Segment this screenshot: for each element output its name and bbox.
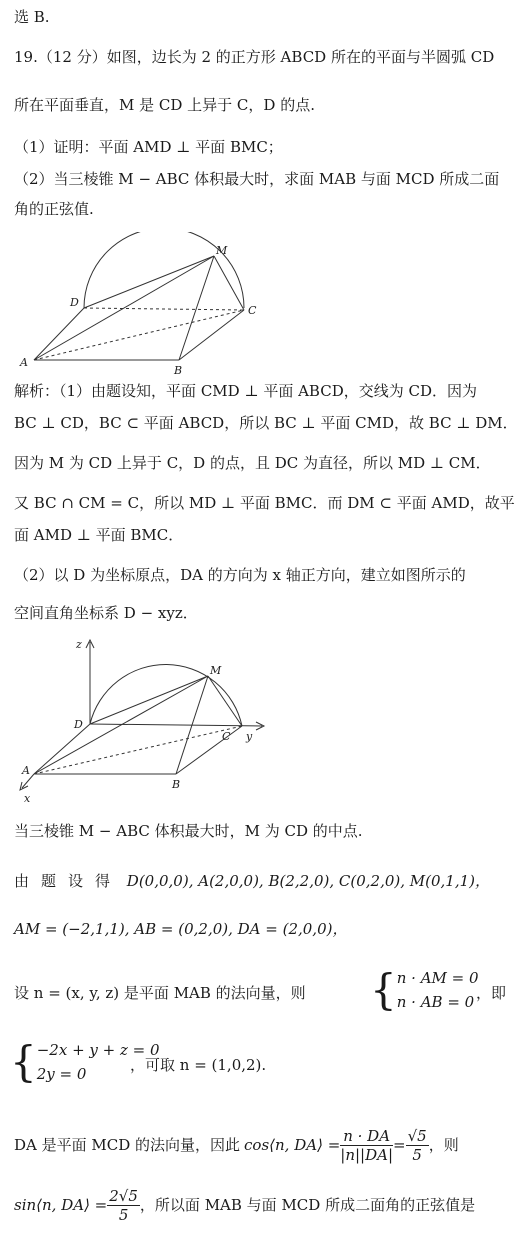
solution-line-4: 又 BC ∩ CM = C，所以 MD ⊥ 平面 BMC．而 DM ⊂ 平面 AMD，故平	[14, 494, 515, 512]
label-D: D	[74, 718, 83, 731]
sine-fraction	[107, 1187, 140, 1224]
solution-line-7: 空间直角坐标系 D − xyz．	[14, 604, 198, 622]
part2-line-1: 当三棱锥 M − ABC 体积最大时，M 为 CD 的中点.	[14, 822, 363, 840]
cosine-fraction	[340, 1127, 393, 1164]
sine-lhs: sin⟨n, DA⟩ =	[14, 1196, 108, 1214]
system-2-eq-1: −2x + y + z = 0	[36, 1041, 160, 1059]
cosine-prefix: DA 是平面 MCD 的法向量，因此	[14, 1136, 241, 1154]
solution-line-3: 因为 M 为 CD 上异于 C，D 的点，且 DC 为直径，所以 MD ⊥ CM．	[14, 454, 491, 472]
sine-suffix: ，所以面 MAB 与面 MCD 所成二面角的正弦值是	[139, 1196, 476, 1214]
system-1-suffix: ，即	[476, 984, 507, 1002]
problem-statement-line-1: 19.（12 分）如图，边长为 2 的正方形 ABCD 所在的平面与半圆弧 CD	[14, 48, 495, 66]
figure-coordinate-system	[14, 632, 274, 807]
cosine-line	[14, 1120, 459, 1170]
part2-line-2	[14, 870, 490, 892]
system-2-eq-2: 2y = 0	[36, 1065, 87, 1083]
cosine-equals: =	[393, 1136, 406, 1154]
label-D: D	[70, 296, 79, 309]
cosine-numerator: n · DA	[340, 1127, 393, 1146]
sine-numerator: 2√5	[109, 1186, 138, 1205]
previous-answer: 选 B.	[14, 8, 50, 26]
solution-line-2: BC ⊥ CD，BC ⊂ 平面 ABCD，所以 BC ⊥ 平面 CMD，故 BC ⊥ DM．	[14, 414, 518, 432]
label-M: M	[216, 244, 228, 257]
label-y: y	[246, 730, 253, 743]
y-axis	[90, 724, 262, 726]
label-M: M	[210, 664, 222, 677]
question-2-line-2: 角的正弦值.	[14, 200, 94, 218]
solution-line-1: 解析：（1）由题设知，平面 CMD ⊥ 平面 ABCD，交线为 CD．因为	[14, 382, 477, 400]
question-1: （1）证明：平面 AMD ⊥ 平面 BMC；	[14, 138, 283, 156]
label-A: A	[22, 764, 30, 777]
cosine-value-numerator: √5	[407, 1126, 427, 1145]
label-C: C	[248, 304, 257, 317]
normal-vector-prefix: 设 n = (x, y, z) 是平面 MAB 的法向量，则	[14, 984, 306, 1002]
system-1-eq-1: n · AM = 0	[396, 969, 479, 987]
system-1	[370, 966, 479, 1014]
vector-values: AM = (−2,1,1), AB = (0,2,0), DA = (2,0,0)，	[14, 920, 348, 938]
label-A: A	[20, 356, 28, 369]
system-1-eq-2: n · AB = 0	[396, 993, 475, 1011]
cosine-lhs: cos⟨n, DA⟩ =	[244, 1136, 341, 1154]
cosine-value-denominator: 5	[412, 1145, 422, 1164]
given-prefix: 由题设得	[14, 872, 123, 890]
label-B: B	[174, 364, 183, 377]
figure-semicircle-square	[14, 232, 274, 382]
sine-line	[14, 1180, 475, 1230]
problem-statement-line-2: 所在平面垂直，M 是 CD 上异于 C，D 的点.	[14, 96, 315, 114]
cosine-suffix: ，则	[428, 1136, 459, 1154]
label-z: z	[76, 638, 82, 651]
question-2-line-1: （2）当三棱锥 M − ABC 体积最大时，求面 MAB 与面 MCD 所成二面	[14, 170, 500, 188]
system-2-suffix: ，可取 n = (1,0,2).	[130, 1056, 267, 1074]
solution-line-6: （2）以 D 为坐标原点，DA 的方向为 x 轴正方向，建立如图所示的	[14, 566, 466, 584]
point-coordinates: D(0,0,0), A(2,0,0), B(2,2,0), C(0,2,0), M(0,1,1)，	[126, 872, 491, 890]
cosine-denominator: |n||DA|	[340, 1145, 393, 1164]
brace-2: {	[10, 1037, 37, 1086]
normal-vector-setup	[14, 982, 306, 1004]
label-x: x	[24, 792, 31, 805]
brace-1: {	[370, 965, 397, 1014]
label-C: C	[222, 730, 231, 743]
label-B: B	[172, 778, 181, 791]
sine-denominator: 5	[118, 1205, 129, 1224]
solution-line-5: 面 AMD ⊥ 平面 BMC．	[14, 526, 184, 544]
cosine-value	[406, 1127, 429, 1164]
